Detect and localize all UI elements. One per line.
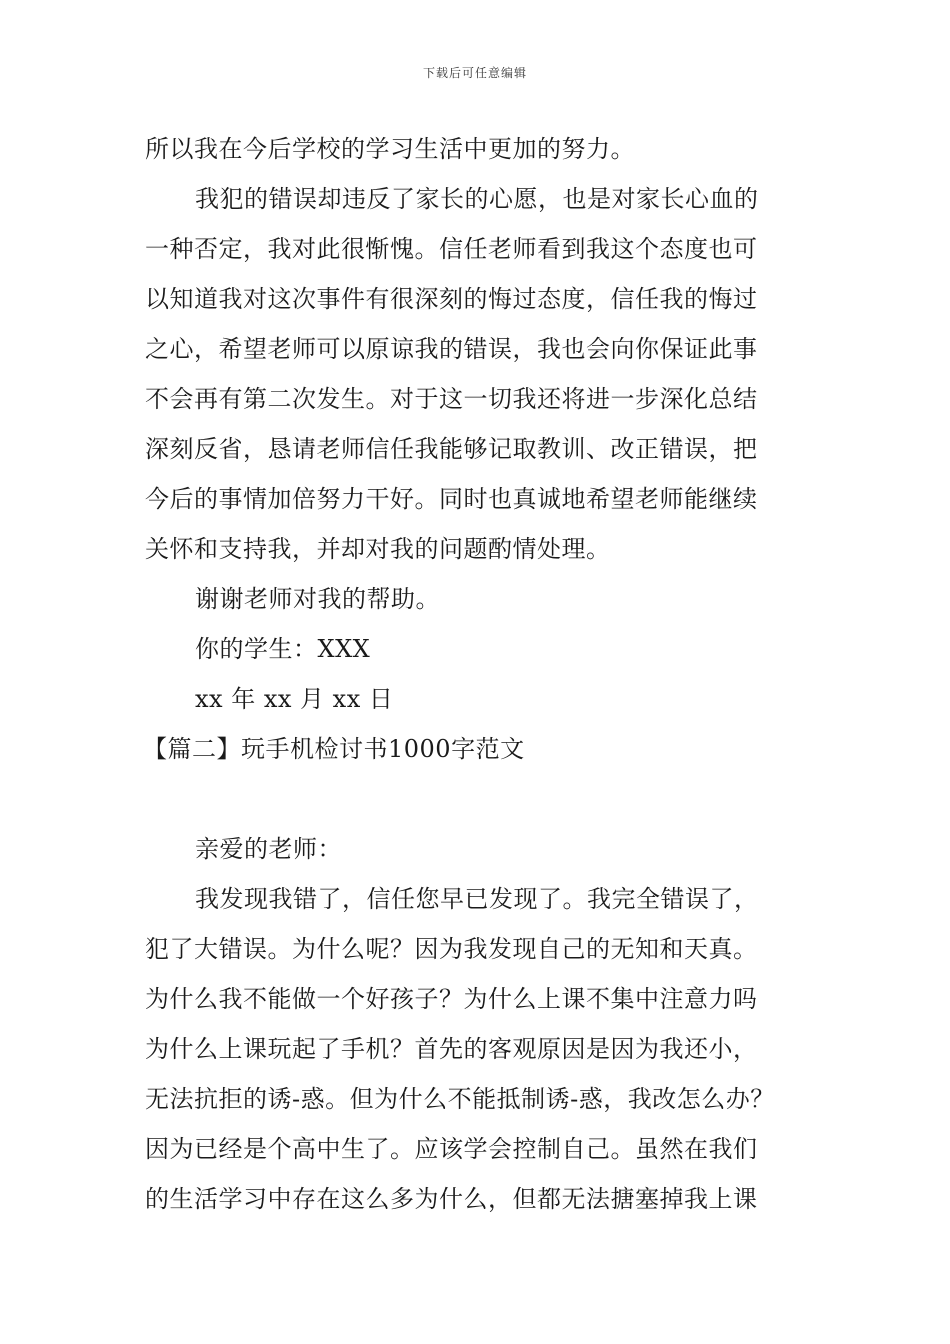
paragraph-line: 因为已经是个高中生了。应该学会控制自己。虽然在我们 (145, 1135, 758, 1163)
section-title: 【篇二】玩手机检讨书1000字范文 (143, 735, 525, 763)
salutation: 亲爱的老师： (195, 835, 342, 863)
paragraph-line: 为什么我不能做一个好孩子？为什么上课不集中注意力吗 (145, 985, 758, 1013)
paragraph-line: 我犯的错误却违反了家长的心愿，也是对家长心血的 (195, 185, 759, 213)
paragraph-line: 一种否定，我对此很惭愧。信任老师看到我这个态度也可 (145, 235, 758, 263)
paragraph-line: 以知道我对这次事件有很深刻的悔过态度，信任我的悔过 (145, 285, 758, 313)
blank-line (145, 774, 815, 824)
paragraph-line: 的生活学习中存在这么多为什么，但都无法搪塞掉我上课 (145, 1185, 758, 1213)
closing-thanks: 谢谢老师对我的帮助。 (195, 585, 440, 613)
page-header: 下载后可任意编辑 (422, 66, 527, 80)
paragraph-line: 之心，希望老师可以原谅我的错误，我也会向你保证此事 (145, 335, 758, 363)
paragraph-line: 今后的事情加倍努力干好。同时也真诚地希望老师能继续 (145, 485, 758, 513)
paragraph-line: 为什么上课玩起了手机？首先的客观原因是因为我还小， (145, 1035, 758, 1063)
paragraph-line: 犯了大错误。为什么呢？因为我发现自己的无知和天真。 (145, 935, 758, 963)
paragraph-line: 我发现我错了，信任您早已发现了。我完全错误了， (195, 885, 759, 913)
paragraph-line: 所以我在今后学校的学习生活中更加的努力。 (145, 135, 635, 163)
date-line: xx 年 xx 月 xx 日 (195, 685, 394, 713)
document-body (145, 124, 815, 1224)
paragraph-line: 无法抗拒的诱-惑。但为什么不能抵制诱-惑，我改怎么办？ (145, 1085, 775, 1113)
signature-line: 你的学生：XXX (195, 635, 371, 663)
paragraph-line: 关怀和支持我，并却对我的问题酌情处理。 (145, 535, 611, 563)
paragraph-line: 不会再有第二次发生。对于这一切我还将进一步深化总结 (145, 385, 758, 413)
paragraph-line: 深刻反省，恳请老师信任我能够记取教训、改正错误，把 (145, 435, 758, 463)
